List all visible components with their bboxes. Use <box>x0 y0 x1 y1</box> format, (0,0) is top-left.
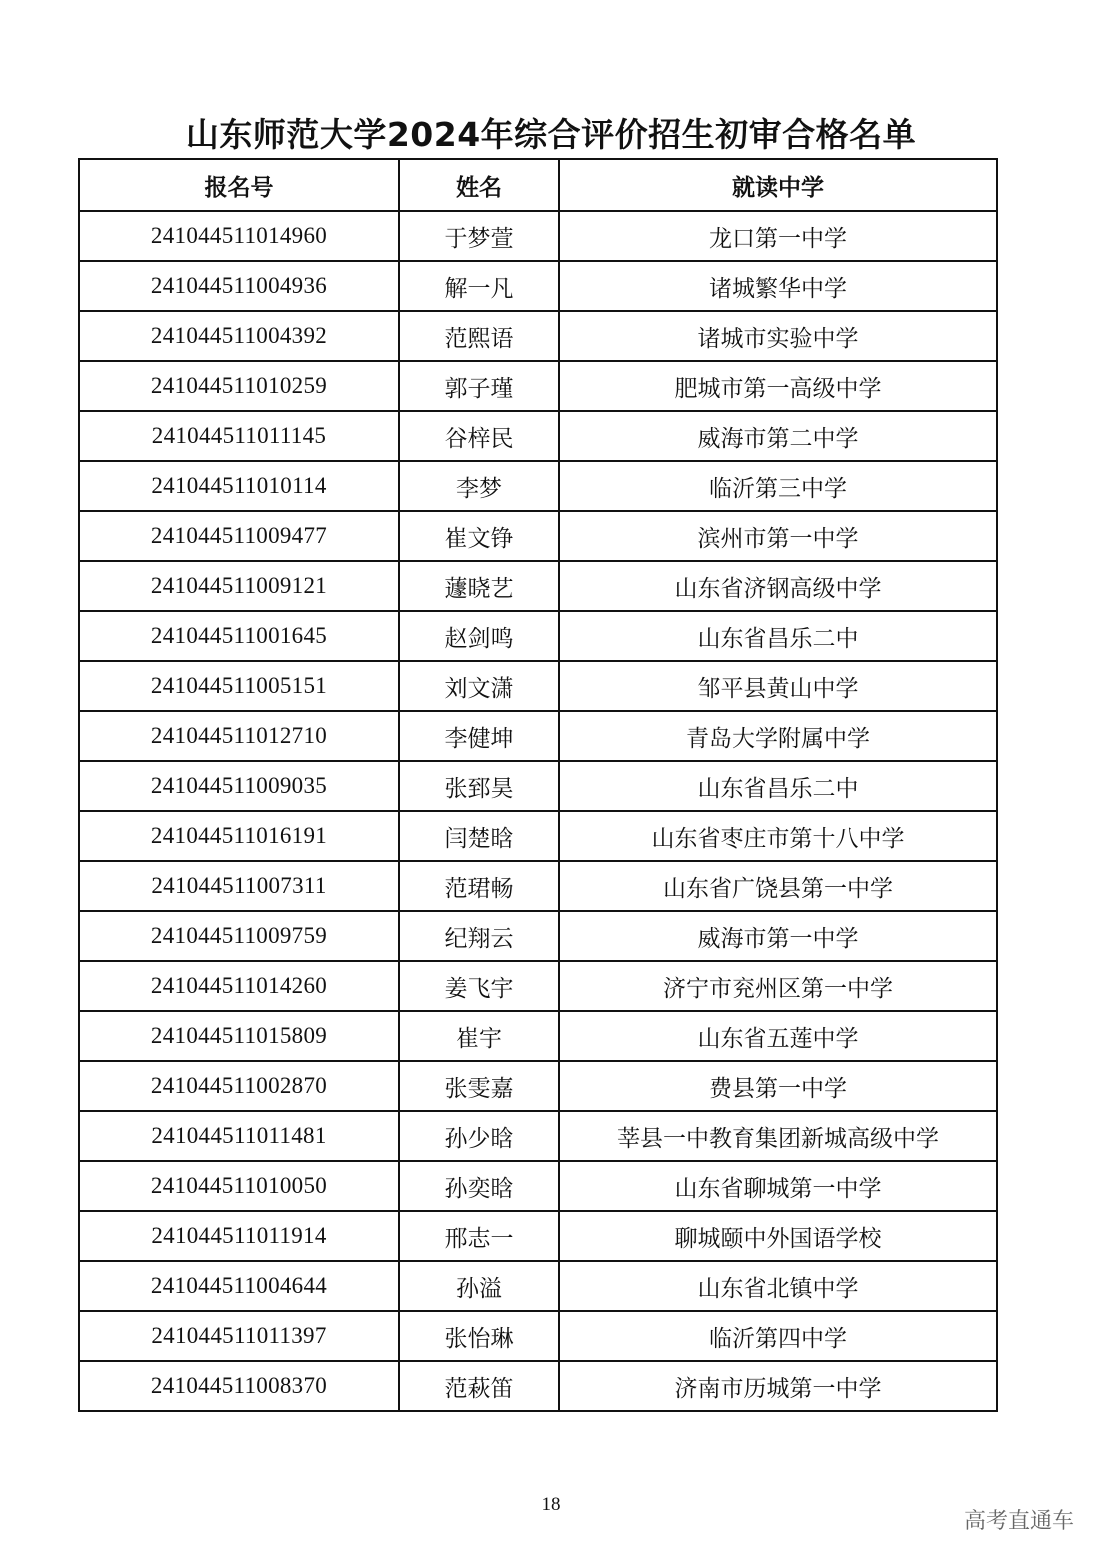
table-row <box>79 1311 997 1361</box>
school-name-cell: 山东省广饶县第一中学 <box>559 861 997 911</box>
student-name-cell: 于梦萱 <box>399 211 559 261</box>
student-name-cell: 崔文铮 <box>399 511 559 561</box>
table-row <box>79 661 997 711</box>
school-name-cell: 山东省聊城第一中学 <box>559 1161 997 1211</box>
table-row <box>79 761 997 811</box>
school-name-cell: 诸城市实验中学 <box>559 311 997 361</box>
school-name-cell: 山东省昌乐二中 <box>559 761 997 811</box>
student-name-cell: 李梦 <box>399 461 559 511</box>
registration-number-cell: 241044511002870 <box>79 1061 399 1111</box>
student-name-cell: 闫楚晗 <box>399 811 559 861</box>
table-row <box>79 1161 997 1211</box>
student-name-cell: 孙奕晗 <box>399 1161 559 1211</box>
student-name-cell: 张雯嘉 <box>399 1061 559 1111</box>
registration-number-cell: 241044511007311 <box>79 861 399 911</box>
table-row <box>79 311 997 361</box>
school-name-cell: 莘县一中教育集团新城高级中学 <box>559 1111 997 1161</box>
registration-number-cell: 241044511012710 <box>79 711 399 761</box>
table-header-row <box>79 159 997 211</box>
student-name-cell: 邢志一 <box>399 1211 559 1261</box>
table-row <box>79 261 997 311</box>
table-row <box>79 1011 997 1061</box>
school-name-cell: 山东省昌乐二中 <box>559 611 997 661</box>
student-name-cell: 张郅昊 <box>399 761 559 811</box>
student-name-cell: 李健坤 <box>399 711 559 761</box>
school-name-cell: 临沂第四中学 <box>559 1311 997 1361</box>
table-row <box>79 1211 997 1261</box>
student-name-cell: 纪翔云 <box>399 911 559 961</box>
registration-number-cell: 241044511011481 <box>79 1111 399 1161</box>
student-name-cell: 范萩笛 <box>399 1361 559 1411</box>
column-header-name: 姓名 <box>399 159 559 211</box>
registration-number-cell: 241044511016191 <box>79 811 399 861</box>
school-name-cell: 威海市第二中学 <box>559 411 997 461</box>
table-row <box>79 911 997 961</box>
registration-number-cell: 241044511009477 <box>79 511 399 561</box>
school-name-cell: 滨州市第一中学 <box>559 511 997 561</box>
table-row <box>79 611 997 661</box>
school-name-cell: 山东省枣庄市第十八中学 <box>559 811 997 861</box>
school-name-cell: 诸城繁华中学 <box>559 261 997 311</box>
table-row <box>79 211 997 261</box>
student-name-cell: 张怡琳 <box>399 1311 559 1361</box>
school-name-cell: 临沂第三中学 <box>559 461 997 511</box>
table-row <box>79 511 997 561</box>
column-header-school: 就读中学 <box>559 159 997 211</box>
table-row <box>79 1261 997 1311</box>
student-name-cell: 郭子瑾 <box>399 361 559 411</box>
table-body <box>79 211 997 1411</box>
page-number: 18 <box>541 1494 561 1515</box>
school-name-cell: 山东省五莲中学 <box>559 1011 997 1061</box>
table-row <box>79 811 997 861</box>
table-row <box>79 411 997 461</box>
school-name-cell: 龙口第一中学 <box>559 211 997 261</box>
student-name-cell: 谷梓民 <box>399 411 559 461</box>
registration-number-cell: 241044511005151 <box>79 661 399 711</box>
registration-number-cell: 241044511011145 <box>79 411 399 461</box>
student-name-cell: 范熙语 <box>399 311 559 361</box>
student-name-cell: 崔宇 <box>399 1011 559 1061</box>
table-row <box>79 1111 997 1161</box>
student-name-cell: 蘧晓艺 <box>399 561 559 611</box>
table-row <box>79 461 997 511</box>
registration-number-cell: 241044511004392 <box>79 311 399 361</box>
school-name-cell: 邹平县黄山中学 <box>559 661 997 711</box>
school-name-cell: 山东省北镇中学 <box>559 1261 997 1311</box>
table-row <box>79 1061 997 1111</box>
registration-number-cell: 241044511010050 <box>79 1161 399 1211</box>
registration-number-cell: 241044511010259 <box>79 361 399 411</box>
registration-number-cell: 241044511014260 <box>79 961 399 1011</box>
registration-number-cell: 241044511014960 <box>79 211 399 261</box>
school-name-cell: 山东省济钢高级中学 <box>559 561 997 611</box>
table-row <box>79 861 997 911</box>
registration-number-cell: 241044511004936 <box>79 261 399 311</box>
registration-number-cell: 241044511015809 <box>79 1011 399 1061</box>
student-name-cell: 赵剑鸣 <box>399 611 559 661</box>
student-name-cell: 孙少晗 <box>399 1111 559 1161</box>
school-name-cell: 青岛大学附属中学 <box>559 711 997 761</box>
table-row <box>79 561 997 611</box>
table-row <box>79 711 997 761</box>
registration-number-cell: 241044511001645 <box>79 611 399 661</box>
student-name-cell: 孙溢 <box>399 1261 559 1311</box>
column-header-registration-number: 报名号 <box>79 159 399 211</box>
admission-list-table <box>78 158 998 1412</box>
school-name-cell: 肥城市第一高级中学 <box>559 361 997 411</box>
registration-number-cell: 241044511009121 <box>79 561 399 611</box>
registration-number-cell: 241044511009759 <box>79 911 399 961</box>
registration-number-cell: 241044511011914 <box>79 1211 399 1261</box>
school-name-cell: 费县第一中学 <box>559 1061 997 1111</box>
school-name-cell: 聊城颐中外国语学校 <box>559 1211 997 1261</box>
document-title: 山东师范大学2024年综合评价招生初审合格名单 <box>185 115 917 154</box>
student-name-cell: 姜飞宇 <box>399 961 559 1011</box>
registration-number-cell: 241044511009035 <box>79 761 399 811</box>
student-name-cell: 范珺畅 <box>399 861 559 911</box>
school-name-cell: 济宁市兖州区第一中学 <box>559 961 997 1011</box>
registration-number-cell: 241044511008370 <box>79 1361 399 1411</box>
registration-number-cell: 241044511011397 <box>79 1311 399 1361</box>
registration-number-cell: 241044511010114 <box>79 461 399 511</box>
registration-number-cell: 241044511004644 <box>79 1261 399 1311</box>
table-row <box>79 1361 997 1411</box>
school-name-cell: 济南市历城第一中学 <box>559 1361 997 1411</box>
table-row <box>79 361 997 411</box>
student-name-cell: 解一凡 <box>399 261 559 311</box>
school-name-cell: 威海市第一中学 <box>559 911 997 961</box>
table-row <box>79 961 997 1011</box>
watermark-text: 高考直通车 <box>963 1509 1074 1534</box>
student-name-cell: 刘文潇 <box>399 661 559 711</box>
